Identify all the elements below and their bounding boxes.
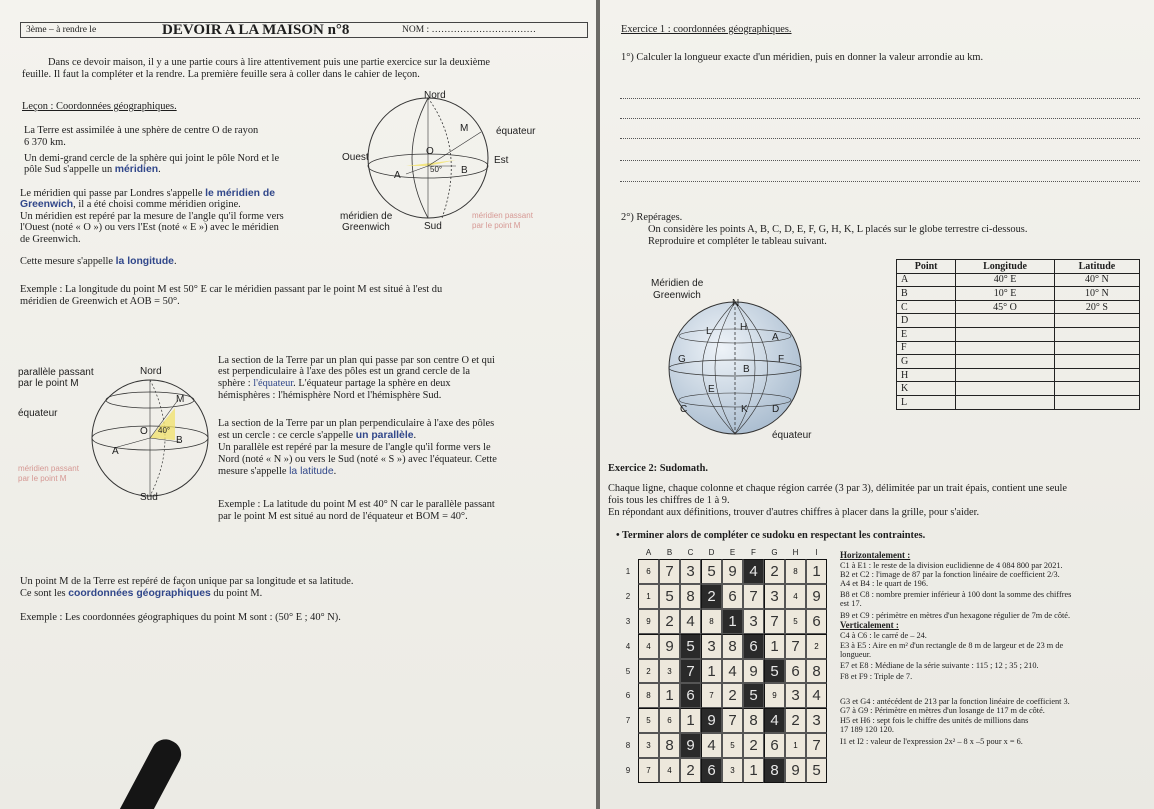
sudoku-cell[interactable]: 5 bbox=[659, 584, 680, 609]
answer-line-2 bbox=[620, 118, 1140, 119]
sudoku-cell[interactable]: 8 bbox=[638, 683, 659, 708]
para3-line-1: Le méridien qui passe par Londres s'appelle le méridien de bbox=[20, 188, 275, 199]
globe-points-diagram bbox=[650, 290, 820, 450]
table-row bbox=[897, 368, 1140, 382]
table-cell[interactable]: 40° E bbox=[956, 273, 1055, 287]
globe1-equateur-label: équateur bbox=[496, 126, 536, 137]
sudoku-cell[interactable]: 7 bbox=[659, 559, 680, 584]
clue-v: 17 189 120 120. bbox=[840, 725, 894, 734]
table-row bbox=[897, 355, 1140, 369]
q2-line-1: On considère les points A, B, C, D, E, F, G, H, K, L placés sur le globe terrestre ci-dessous. bbox=[648, 224, 1028, 235]
para3-line-6: Cette mesure s'appelle la longitude. bbox=[20, 256, 177, 267]
clue-v: G7 à G9 : Périmètre en mètres d'un losange de 117 m de côté. bbox=[840, 706, 1045, 715]
globe1-point-o: O bbox=[426, 146, 434, 157]
para3-line-5: de Greenwich. bbox=[20, 234, 81, 245]
globe1-est-label: Est bbox=[494, 155, 509, 166]
globe3-point-e: E bbox=[708, 384, 715, 395]
table-cell[interactable] bbox=[1054, 382, 1139, 396]
globe1-meridien-passant-l2: par le point M bbox=[472, 221, 521, 230]
table-cell[interactable]: 20° S bbox=[1054, 300, 1139, 314]
equateur-line-3: sphère : l'équateur. L'équateur partage la sphère en deux bbox=[218, 378, 451, 389]
clue-v: I1 et I2 : valeur de l'expression 2x² – 8 x –5 pour x = 6. bbox=[840, 737, 1023, 746]
clue-v: H5 et H6 : sept fois le chiffre des unités de millions dans bbox=[840, 716, 1029, 725]
clue-v: G3 et G4 : antécédent de 213 par la fonction linéaire de coefficient 3. bbox=[840, 697, 1070, 706]
para1-line-2: 6 370 km. bbox=[24, 137, 66, 148]
sudoku-cell[interactable]: 2 bbox=[785, 708, 806, 733]
equateur-line-2: est perpendiculaire à l'axe des pôles est un grand cercle de la bbox=[218, 366, 470, 377]
sudoku-cell[interactable]: 1 bbox=[764, 634, 785, 659]
sudoku-cell[interactable]: 7 bbox=[722, 708, 743, 733]
globe1-ouest-label: Ouest bbox=[342, 152, 369, 163]
intro-line-2: feuille. Il faut la compléter et la rendre. La première feuille sera à coller dans le cahier de leçon. bbox=[22, 69, 420, 80]
table-row bbox=[897, 341, 1140, 355]
globe1-greenwich-l2: Greenwich bbox=[342, 222, 390, 233]
sudoku-cell[interactable]: 7 bbox=[701, 683, 722, 708]
lecon-title: Leçon : Coordonnées géographiques. bbox=[22, 101, 177, 112]
sudoku-cell[interactable]: 6 bbox=[743, 634, 764, 659]
globe1-angle: 50° bbox=[430, 165, 443, 174]
clue-h: C1 à E1 : le reste de la division euclidienne de 4 084 800 par 2021. bbox=[840, 561, 1063, 570]
sudoku-cell[interactable]: 1 bbox=[701, 659, 722, 684]
globe2-parallele-l1: parallèle passant bbox=[18, 367, 94, 378]
clue-h: B2 et C2 : l'image de 87 par la fonction linéaire de coefficient 2/3. bbox=[840, 570, 1060, 579]
para3-line-3: Un méridien est repéré par la mesure de l'angle qu'il forme vers bbox=[20, 211, 284, 222]
q2-title: 2°) Repérages. bbox=[621, 212, 683, 223]
sudoku-cell[interactable]: 6 bbox=[806, 609, 827, 634]
horizontal-title: Horizontalement : bbox=[840, 550, 911, 560]
table-cell[interactable] bbox=[956, 382, 1055, 396]
globe2-point-m: M bbox=[176, 394, 185, 405]
globe1-point-m: M bbox=[460, 123, 469, 134]
sudoku-column-header: C bbox=[687, 547, 694, 557]
sudoku-row-header: 3 bbox=[625, 616, 631, 626]
sudoku-column-header: F bbox=[751, 547, 756, 557]
table-cell: E bbox=[897, 327, 956, 341]
globe2-point-o: O bbox=[140, 426, 148, 437]
sudoku-column-header: E bbox=[729, 547, 736, 557]
answer-line-1 bbox=[620, 98, 1140, 99]
sudoku-cell[interactable]: 8 bbox=[785, 559, 806, 584]
globe3-n-label: N bbox=[732, 298, 740, 309]
sudoku-cell[interactable]: 2 bbox=[806, 634, 827, 659]
sudoku-cell[interactable]: 6 bbox=[764, 733, 785, 758]
clue-v: E7 et E8 : Médiane de la série suivante : 115 ; 12 ; 35 ; 210. bbox=[840, 661, 1039, 670]
answer-line-5 bbox=[620, 181, 1140, 182]
clue-v: C4 à C6 : le carré de – 24. bbox=[840, 631, 927, 640]
sudoku-cell[interactable]: 3 bbox=[764, 584, 785, 609]
sudoku-cell[interactable]: 9 bbox=[806, 584, 827, 609]
sudoku-cell[interactable]: 9 bbox=[680, 733, 701, 758]
table-cell[interactable] bbox=[1054, 327, 1139, 341]
clue-v: F8 et F9 : Triple de 7. bbox=[840, 672, 913, 681]
sudoku-row-header: 1 bbox=[625, 566, 631, 576]
globe3-greenwich-l2: Greenwich bbox=[653, 290, 701, 301]
table-row bbox=[897, 314, 1140, 328]
table-cell[interactable]: 10° E bbox=[956, 287, 1055, 301]
intro-line-1: Dans ce devoir maison, il y a une partie cours à lire attentivement puis une partie exercice sur la deuxième bbox=[48, 57, 491, 68]
name-field: NOM : …………………………… bbox=[402, 25, 537, 35]
q2-line-2: Reproduire et compléter le tableau suivant. bbox=[648, 236, 827, 247]
sudoku-cell[interactable]: 1 bbox=[722, 609, 743, 634]
vertical-title: Verticalement : bbox=[840, 620, 899, 630]
pen-object bbox=[108, 734, 186, 809]
parallele-line-1: La section de la Terre par un plan perpendiculaire à l'axe des pôles bbox=[218, 418, 495, 429]
table-cell[interactable] bbox=[956, 341, 1055, 355]
table-header-latitude: Latitude bbox=[1054, 260, 1139, 274]
coord-line-1: Un point M de la Terre est repéré de façon unique par sa longitude et sa latitude. bbox=[20, 576, 354, 587]
globe3-point-c: C bbox=[680, 404, 688, 415]
sudoku-cell[interactable]: 5 bbox=[680, 634, 701, 659]
sudoku-cell[interactable]: 5 bbox=[638, 708, 659, 733]
globe1-greenwich-l1: méridien de bbox=[340, 211, 393, 222]
sudoku-row-header: 6 bbox=[625, 691, 631, 701]
sudoku-cell[interactable]: 7 bbox=[785, 634, 806, 659]
globe1-sud-label: Sud bbox=[424, 221, 442, 232]
sudoku-cell[interactable]: 4 bbox=[659, 758, 680, 783]
table-cell[interactable] bbox=[956, 327, 1055, 341]
sudoku-cell[interactable]: 3 bbox=[806, 708, 827, 733]
globe2-point-b: B bbox=[176, 435, 183, 446]
sudoku-cell[interactable]: 7 bbox=[680, 659, 701, 684]
sudoku-cell[interactable]: 8 bbox=[680, 584, 701, 609]
globe1-point-a: A bbox=[394, 170, 401, 181]
clue-h: B8 et C8 : nombre premier inférieur à 100 dont la somme des chiffres bbox=[840, 590, 1072, 599]
table-cell: G bbox=[897, 355, 956, 369]
table-cell[interactable] bbox=[1054, 341, 1139, 355]
answer-line-4 bbox=[620, 160, 1140, 161]
table-cell: L bbox=[897, 395, 956, 409]
sudoku-row-header: 2 bbox=[625, 591, 631, 601]
parallele-line-4: Nord (noté « N ») ou vers le Sud (noté « S ») avec l'équateur. Cette bbox=[218, 454, 497, 465]
globe3-point-l: L bbox=[706, 326, 712, 337]
clue-v: E3 à E5 : Aire en m² d'un rectangle de 8 m de largeur et de 23 m de bbox=[840, 641, 1064, 650]
sudoku-row-header: 7 bbox=[625, 716, 631, 726]
sudoku-cell[interactable]: 5 bbox=[743, 683, 764, 708]
coordinates-table bbox=[896, 259, 1140, 410]
sudoku-cell[interactable]: 3 bbox=[701, 634, 722, 659]
ex1-title: Exercice 1 : coordonnées géographiques. bbox=[621, 24, 792, 35]
table-cell: D bbox=[897, 314, 956, 328]
globe1-meridien-passant-l1: méridien passant bbox=[472, 211, 533, 220]
sudoku-row-header: 5 bbox=[625, 666, 631, 676]
exemple2-line-2: par le point M est situé au nord de l'équateur et BOM = 40°. bbox=[218, 511, 468, 522]
sudoku-column-header: I bbox=[815, 547, 818, 557]
table-row bbox=[897, 287, 1140, 301]
table-cell[interactable] bbox=[956, 395, 1055, 409]
sudoku-row-header: 9 bbox=[625, 766, 631, 776]
sudoku-cell[interactable]: 9 bbox=[743, 659, 764, 684]
sudoku-cell[interactable]: 6 bbox=[680, 683, 701, 708]
table-cell[interactable] bbox=[1054, 355, 1139, 369]
globe1-point-b: B bbox=[461, 165, 468, 176]
table-cell: K bbox=[897, 382, 956, 396]
table-row bbox=[897, 273, 1140, 287]
exemple3: Exemple : Les coordonnées géographiques du point M sont : (50° E ; 40° N). bbox=[20, 612, 341, 623]
globe2-sud-label: Sud bbox=[140, 492, 158, 503]
clue-h: A4 et B4 : le quart de 196. bbox=[840, 579, 929, 588]
globe2-nord-label: Nord bbox=[140, 366, 162, 377]
globe2-point-a: A bbox=[112, 446, 119, 457]
table-cell: A bbox=[897, 273, 956, 287]
answer-line-3 bbox=[620, 138, 1140, 139]
sudoku-cell[interactable]: 3 bbox=[638, 733, 659, 758]
sudoku-cell[interactable]: 2 bbox=[659, 609, 680, 634]
parallele-line-2: est un cercle : ce cercle s'appelle un parallèle. bbox=[218, 430, 417, 441]
sudoku-cell[interactable]: 8 bbox=[806, 659, 827, 684]
sudoku-cell[interactable]: 4 bbox=[743, 559, 764, 584]
sudoku-row-header: 4 bbox=[625, 641, 631, 651]
table-cell[interactable] bbox=[956, 368, 1055, 382]
ex2-bullet: • Terminer alors de compléter ce sudoku en respectant les contraintes. bbox=[616, 530, 926, 541]
sudoku-column-header: B bbox=[666, 547, 673, 557]
sudoku-cell[interactable]: 7 bbox=[743, 584, 764, 609]
globe3-greenwich-l1: Méridien de bbox=[651, 278, 704, 289]
globe2-meridien-passant-l2: par le point M bbox=[18, 474, 67, 483]
table-row bbox=[897, 395, 1140, 409]
sudoku-cell[interactable]: 6 bbox=[701, 758, 722, 783]
sudoku-cell[interactable]: 9 bbox=[785, 758, 806, 783]
ex2-line-2: fois tous les chiffres de 1 à 9. bbox=[608, 495, 730, 506]
sudoku-cell[interactable]: 9 bbox=[659, 634, 680, 659]
globe3-point-h: H bbox=[740, 322, 748, 333]
sudoku-cell[interactable]: 5 bbox=[785, 609, 806, 634]
exemple2-line-1: Exemple : La latitude du point M est 40° N car le parallèle passant bbox=[218, 499, 495, 510]
sudoku-cell[interactable]: 2 bbox=[701, 584, 722, 609]
para1-line-1: La Terre est assimilée à une sphère de centre O de rayon bbox=[24, 125, 259, 136]
clue-h: B9 et C9 : périmètre en mètres d'un hexagone régulier de 7m de côté. bbox=[840, 611, 1071, 620]
table-cell: H bbox=[897, 368, 956, 382]
sudoku-cell[interactable]: 8 bbox=[764, 758, 785, 783]
globe3-equateur-label: équateur bbox=[772, 430, 812, 441]
para3-line-2: Greenwich, il a été choisi comme méridien origine. bbox=[20, 199, 241, 210]
sudoku-cell[interactable]: 5 bbox=[806, 758, 827, 783]
sudoku-cell[interactable]: 1 bbox=[743, 758, 764, 783]
globe2-parallele-l2: par le point M bbox=[18, 378, 79, 389]
table-header-longitude: Longitude bbox=[956, 260, 1055, 274]
sudoku-grid bbox=[618, 545, 831, 783]
sudoku-cell[interactable]: 2 bbox=[680, 758, 701, 783]
globe3-point-g: G bbox=[678, 354, 686, 365]
right-page bbox=[600, 0, 1154, 809]
table-cell: F bbox=[897, 341, 956, 355]
sudoku-cell[interactable]: 3 bbox=[785, 683, 806, 708]
para2-line-2: pôle Sud s'appelle un méridien. bbox=[24, 164, 161, 175]
sudoku-cell[interactable]: 7 bbox=[764, 609, 785, 634]
globe3-point-a: A bbox=[772, 332, 779, 343]
sudoku-cell[interactable]: 6 bbox=[722, 584, 743, 609]
table-header-row bbox=[897, 260, 1140, 274]
sudoku-cell[interactable]: 4 bbox=[722, 659, 743, 684]
sudoku-cell[interactable]: 7 bbox=[638, 758, 659, 783]
sudoku-cell[interactable]: 8 bbox=[722, 634, 743, 659]
coord-line-2: Ce sont les coordonnées géographiques du point M. bbox=[20, 588, 263, 599]
para3-line-4: l'Ouest (noté « O ») ou vers l'Est (noté « E ») avec le méridien bbox=[20, 222, 279, 233]
sudoku-column-header: D bbox=[708, 547, 715, 557]
sudoku-column-header: A bbox=[645, 547, 652, 557]
sudoku-cell[interactable]: 8 bbox=[701, 609, 722, 634]
parallele-line-5: mesure s'appelle la latitude. bbox=[218, 466, 337, 477]
exemple1-line-1: Exemple : La longitude du point M est 50° E car le méridien passant par le point M est situé à l'est du bbox=[20, 284, 443, 295]
table-row bbox=[897, 300, 1140, 314]
sudoku-cell[interactable]: 1 bbox=[638, 584, 659, 609]
sudoku-cell[interactable]: 9 bbox=[701, 708, 722, 733]
sudoku-cell[interactable]: 9 bbox=[722, 559, 743, 584]
clue-v: longueur. bbox=[840, 650, 872, 659]
sudoku-cell[interactable]: 2 bbox=[722, 683, 743, 708]
globe3-point-b: B bbox=[743, 364, 750, 375]
q1-text: 1°) Calculer la longueur exacte d'un méridien, puis en donner la valeur arrondie au km. bbox=[621, 52, 984, 63]
table-cell[interactable]: 45° O bbox=[956, 300, 1055, 314]
globe3-point-d: D bbox=[772, 404, 780, 415]
sudoku-cell[interactable]: 5 bbox=[764, 659, 785, 684]
sudoku-cell[interactable]: 2 bbox=[743, 733, 764, 758]
globe3-point-k: K bbox=[741, 404, 748, 415]
header-class: 3ème – à rendre le bbox=[26, 25, 97, 35]
globe1-nord-label: Nord bbox=[424, 90, 446, 101]
sudoku-cell[interactable]: 4 bbox=[785, 584, 806, 609]
sudoku-cell[interactable]: 6 bbox=[638, 559, 659, 584]
sudoku-column-header: G bbox=[771, 547, 778, 557]
sudoku-cell[interactable]: 9 bbox=[764, 683, 785, 708]
sudoku-cell[interactable]: 1 bbox=[680, 708, 701, 733]
sudoku-cell[interactable]: 4 bbox=[638, 634, 659, 659]
sudoku-cell[interactable]: 2 bbox=[638, 659, 659, 684]
globe-latitude-diagram bbox=[40, 368, 220, 508]
globe2-meridien-passant-l1: méridien passant bbox=[18, 464, 79, 473]
table-cell[interactable]: 40° N bbox=[1054, 273, 1139, 287]
table-cell[interactable] bbox=[956, 314, 1055, 328]
sudoku-column-header: H bbox=[792, 547, 799, 557]
sudoku-cell[interactable]: 6 bbox=[785, 659, 806, 684]
sudoku-cell[interactable]: 8 bbox=[659, 733, 680, 758]
sudoku-cell[interactable]: 2 bbox=[764, 559, 785, 584]
globe2-equateur-label: équateur bbox=[18, 408, 58, 419]
sudoku-cell[interactable]: 5 bbox=[701, 559, 722, 584]
table-header-point: Point bbox=[897, 260, 956, 274]
ex2-line-1: Chaque ligne, chaque colonne et chaque région carrée (3 par 3), délimitée par un trait épais, contient une seule bbox=[608, 483, 1068, 494]
sudoku-cell[interactable]: 6 bbox=[659, 708, 680, 733]
sudoku-cell[interactable]: 4 bbox=[764, 708, 785, 733]
sudoku-cell[interactable]: 3 bbox=[743, 609, 764, 634]
para2-line-1: Un demi-grand cercle de la sphère qui joint le pôle Nord et le bbox=[24, 153, 280, 164]
sudoku-cell[interactable]: 4 bbox=[806, 683, 827, 708]
sudoku-cell[interactable]: 3 bbox=[680, 559, 701, 584]
table-cell: B bbox=[897, 287, 956, 301]
sudoku-cell[interactable]: 1 bbox=[806, 559, 827, 584]
globe3-point-f: F bbox=[778, 354, 785, 365]
sudoku-cell[interactable]: 5 bbox=[722, 733, 743, 758]
sudoku-row-header: 8 bbox=[625, 741, 631, 751]
sudoku-cell[interactable]: 8 bbox=[743, 708, 764, 733]
clue-h: est 17. bbox=[840, 599, 862, 608]
ex2-line-3: En répondant aux définitions, trouver d'autres chiffres à placer dans la grille, pour s'aider. bbox=[608, 507, 980, 518]
table-row bbox=[897, 382, 1140, 396]
sudoku-cell[interactable]: 4 bbox=[701, 733, 722, 758]
table-cell[interactable] bbox=[1054, 368, 1139, 382]
sudoku-cell[interactable]: 3 bbox=[722, 758, 743, 783]
parallele-line-3: Un parallèle est repéré par la mesure de l'angle qu'il forme vers le bbox=[218, 442, 491, 453]
sudoku-corner bbox=[618, 545, 638, 559]
table-cell[interactable]: 10° N bbox=[1054, 287, 1139, 301]
table-cell[interactable] bbox=[1054, 314, 1139, 328]
exemple1-line-2: méridien de Greenwich et AOB = 50°. bbox=[20, 296, 180, 307]
equateur-line-1: La section de la Terre par un plan qui passe par son centre O et qui bbox=[218, 355, 495, 366]
table-row bbox=[897, 327, 1140, 341]
page-title: DEVOIR A LA MAISON n°8 bbox=[162, 22, 350, 38]
table-cell[interactable] bbox=[956, 355, 1055, 369]
table-cell: C bbox=[897, 300, 956, 314]
sudoku-cell[interactable]: 9 bbox=[638, 609, 659, 634]
ex2-title: Exercice 2: Sudomath. bbox=[608, 463, 708, 474]
equateur-line-4: hémisphères : l'hémisphère Nord et l'hémisphère Sud. bbox=[218, 390, 442, 401]
sudoku-cell[interactable]: 1 bbox=[659, 683, 680, 708]
table-cell[interactable] bbox=[1054, 395, 1139, 409]
sudoku-cell[interactable]: 3 bbox=[659, 659, 680, 684]
sudoku-cell[interactable]: 1 bbox=[785, 733, 806, 758]
globe2-angle: 40° bbox=[158, 426, 171, 435]
sudoku-cell[interactable]: 4 bbox=[680, 609, 701, 634]
sudoku-cell[interactable]: 7 bbox=[806, 733, 827, 758]
